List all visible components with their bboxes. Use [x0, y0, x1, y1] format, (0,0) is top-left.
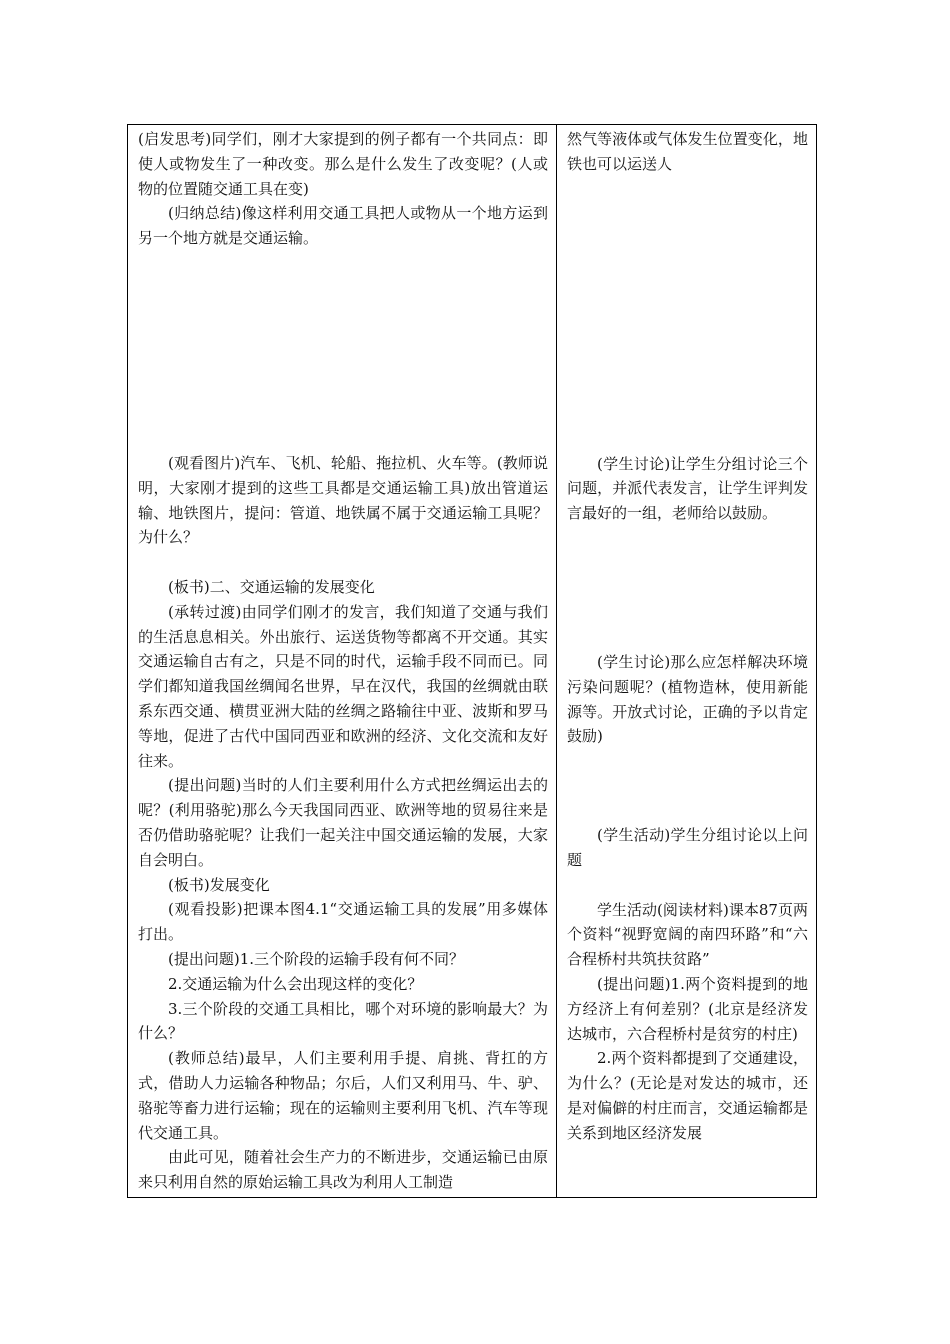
- paragraph: 由此可见，随着社会生产力的不断进步，交通运输已由原来只利用自然的原始运输工具改为利用人工制造: [138, 1148, 548, 1192]
- paragraph: (观看图片)汽车、飞机、轮船、拖拉机、火车等。(教师说明，大家刚才提到的这些工具都是交通运输工具)放出管道运输、地铁图片，提问：管道、地铁属不属于交通运输工具呢？为什么？: [138, 453, 548, 547]
- paragraph: (学生活动)学生分组讨论以上问题: [567, 826, 808, 869]
- paragraph: (启发思考)同学们，刚才大家提到的例子都有一个共同点：即使人或物发生了一种改变。那么是什么发生了改变呢？(人或物的位置随交通工具在变): [138, 130, 548, 198]
- paragraph: (提出问题)当时的人们主要利用什么方式把丝绸运出去的呢？(利用骆驼)那么今天我国同西亚、欧洲等地的贸易往来是否仍借助骆驼呢？让我们一起关注中国交通运输的发展，大家自会明白。: [138, 776, 548, 869]
- paragraph: 然气等液体或气体发生位置变化，地铁也可以运送人: [567, 130, 808, 173]
- paragraph: (观看投影)把课本图4.1“交通运输工具的发展”用多媒体打出。: [138, 900, 548, 944]
- lesson-table: [127, 124, 817, 1198]
- teacher-activity-column: [128, 125, 557, 1197]
- paragraph: (教师总结)最早，人们主要利用手提、肩挑、背扛的方式，借助人力运输各种物品；尔后，人们又利用马、牛、驴、骆驼等畜力进行运输；现在的运输则主要利用飞机、汽车等现代交通工具。: [138, 1049, 548, 1142]
- spacer: [138, 550, 548, 575]
- spacer: [567, 177, 808, 452]
- paragraph: 学生活动(阅读材料)课本87页两个资料“视野宽阔的南四环路”和“六合程桥村共筑扶贫路”: [567, 900, 808, 969]
- student-activity-column: [557, 125, 816, 1197]
- spacer: [567, 749, 808, 823]
- paragraph: (提出问题)1.两个资料提到的地方经济上有何差别？(北京是经济发达城市，六合程桥村是贫穷的村庄): [567, 974, 808, 1043]
- paragraph: 2.两个资料都提到了交通建设，为什么？(无论是对发达的城市，还是对偏僻的村庄而言，交通运输都是关系到地区经济发展: [567, 1049, 808, 1142]
- paragraph: 2.交通运输为什么会出现这样的变化？: [168, 974, 423, 993]
- spacer: [567, 526, 808, 650]
- paragraph: (板书)二、交通运输的发展变化: [168, 577, 375, 596]
- paragraph: (提出问题)1.三个阶段的运输手段有何不同？: [168, 949, 465, 968]
- paragraph: 3.三个阶段的交通工具相比，哪个对环境的影响最大？为什么？: [138, 999, 548, 1043]
- spacer: [567, 873, 808, 898]
- paragraph: (承转过渡)由同学们刚才的发言，我们知道了交通与我们的生活息息相关。外出旅行、运送货物等都离不开交通。其实交通运输自古有之，只是不同的时代，运输手段不同而已。同学们都知道我国丝绸闻名世界，早在汉代，我国的丝绸就由联系东西交通、横贯亚洲大陆的丝绸之路输往中亚、波斯和罗马等地，促进了古代中国同西亚和欧洲的经济、文化交流和友好往来。: [138, 602, 548, 770]
- spacer: [138, 251, 548, 451]
- paragraph: (板书)发展变化: [168, 875, 270, 894]
- paragraph: (学生讨论)让学生分组讨论三个问题，并派代表发言，让学生评判发言最好的一组，老师给以鼓励。: [567, 454, 808, 523]
- paragraph: (归纳总结)像这样利用交通工具把人或物从一个地方运到另一个地方就是交通运输。: [138, 204, 548, 248]
- paragraph: (学生讨论)那么应怎样解决环境污染问题呢？(植物造林，使用新能源等。开放式讨论，正确的予以肯定鼓励): [567, 652, 808, 746]
